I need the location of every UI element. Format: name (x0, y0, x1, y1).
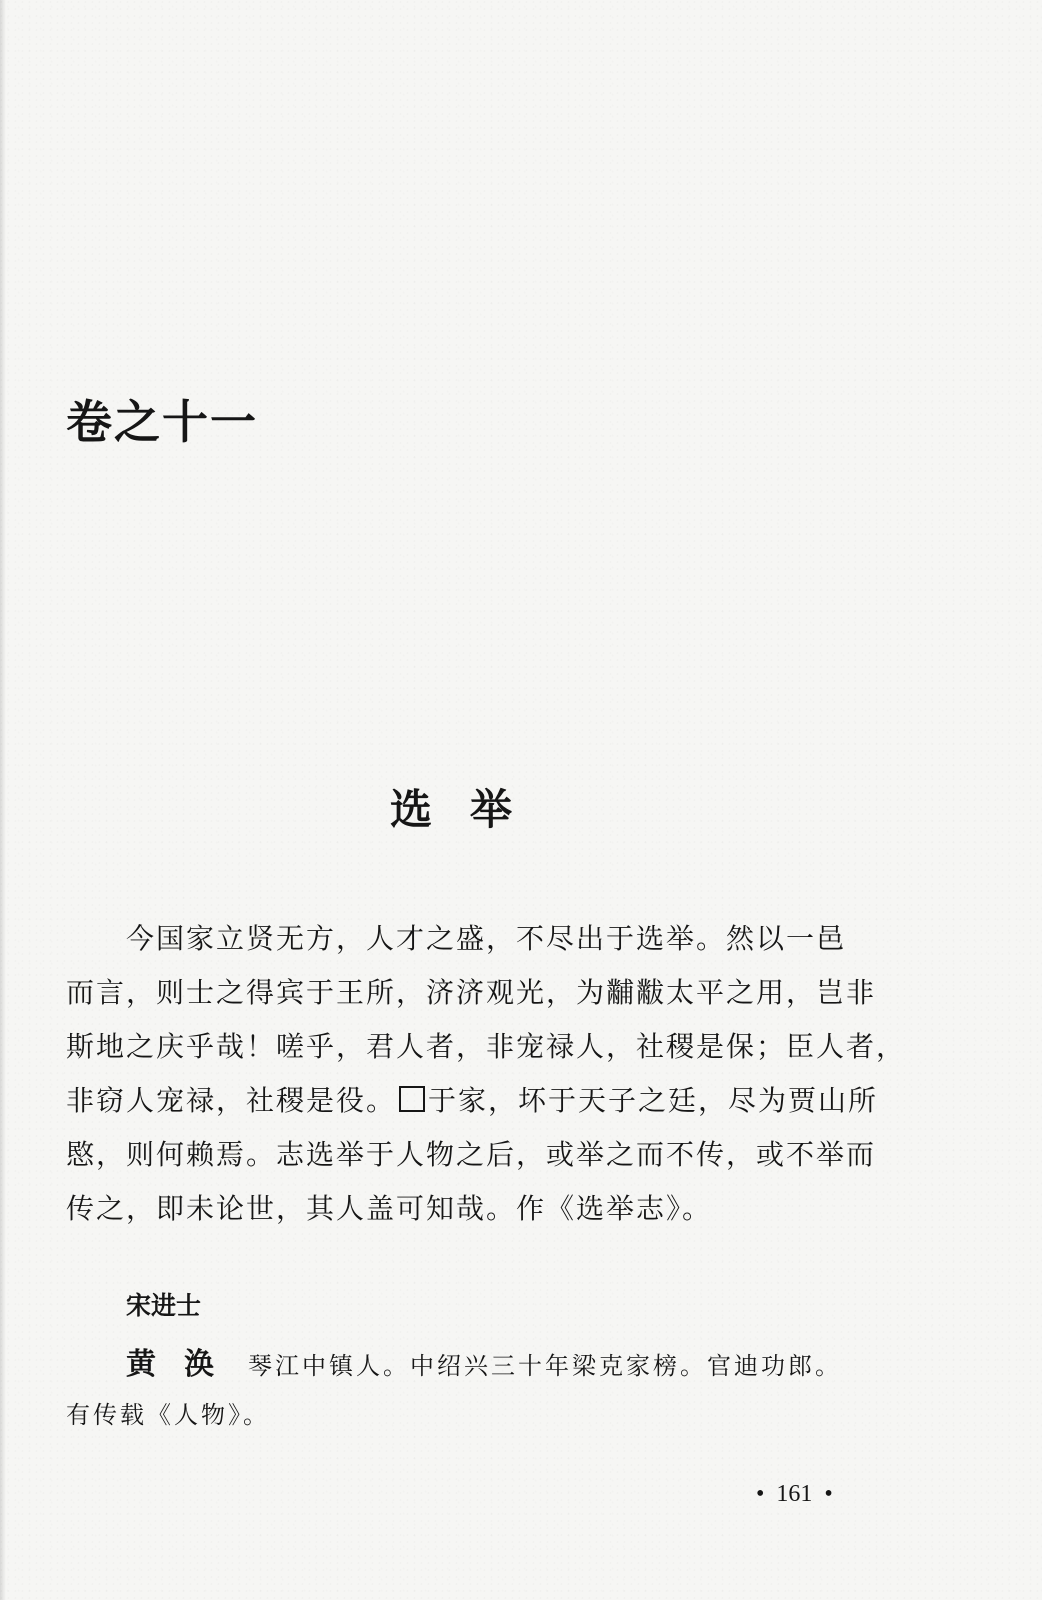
intro-line-4-part-a: 非窃人宠禄，社稷是役。 (66, 1084, 397, 1117)
volume-title: 卷之十一 (66, 395, 258, 449)
entry-huang-huan (66, 1340, 896, 1440)
intro-line-3: 斯地之庆乎哉！嗟乎，君人者，非宠禄人，社稷是保；臣人者， (66, 1030, 907, 1063)
intro-line-5: 愍，则何赖焉。志选举于人物之后，或举之而不传，或不举而 (66, 1138, 877, 1171)
section-title: 选举 (389, 785, 550, 834)
intro-paragraph (66, 912, 907, 1236)
folio-dot-right: • (824, 1481, 833, 1507)
entry-name: 黄涣 (126, 1347, 242, 1382)
intro-line-4-part-b: 于家，坏于天子之廷，尽为贾山所 (428, 1084, 879, 1117)
entry-line-2 (66, 1390, 896, 1440)
intro-line-4 (66, 1074, 878, 1128)
lacuna-box-icon (399, 1086, 425, 1112)
intro-line-2: 而言，则士之得宾于王所，济济观光，为黼黻太平之用，岂非 (66, 976, 877, 1009)
intro-line-6: 传之，即未论世，其人盖可知哉。作《选举志》。 (66, 1192, 713, 1225)
page-number: 161 (776, 1481, 813, 1507)
entry-line-1 (66, 1340, 896, 1390)
intro-line-1: 今国家立贤无方，人才之盛，不尽出于选举。然以一邑 (126, 922, 847, 955)
subheading-song-jinshi: 宋进士 (126, 1291, 202, 1320)
folio-dot-left: • (756, 1481, 765, 1507)
page-number-footer (744, 1476, 845, 1512)
entry-text-1: 琴江中镇人。中绍兴三十年梁克家榜。官迪功郎。 (248, 1352, 842, 1380)
entry-text-2: 有传载《人物》。 (66, 1401, 270, 1429)
